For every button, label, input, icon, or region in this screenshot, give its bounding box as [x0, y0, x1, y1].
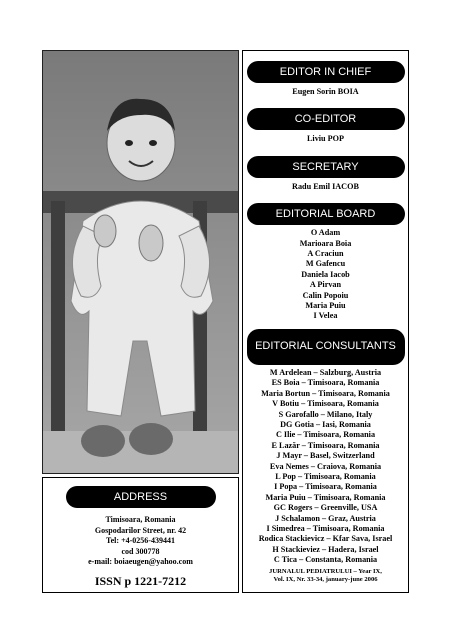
- address-line: cod 300778: [121, 546, 160, 556]
- board-member: Maria Puiu: [305, 301, 346, 311]
- consultant: J Schalamon – Graz, Austria: [275, 513, 376, 523]
- consultant: I Simedrea – Timisoara, Romania: [266, 523, 385, 533]
- board-member: Calin Popoiu: [302, 290, 349, 300]
- consultant: Maria Bortun – Timisoara, Romania: [261, 388, 390, 398]
- consultants-heading: EDITORIAL CONSULTANTS: [247, 329, 405, 365]
- board-member: Marioara Boia: [299, 238, 352, 248]
- editor-in-chief-heading: EDITOR IN CHIEF: [247, 61, 405, 83]
- consultant: GC Rogers – Greenville, USA: [273, 503, 378, 513]
- consultant: I Popa – Timisoara, Romania: [274, 482, 377, 492]
- co-editor-name: Liviu POP: [306, 134, 345, 144]
- consultant: C Tica – Constanta, Romania: [273, 555, 378, 565]
- board-member: I Velea: [313, 311, 338, 321]
- consultant: L Pop – Timisoara, Romania: [275, 471, 376, 481]
- masthead-column: [242, 50, 409, 593]
- footer-line: Vol. IX, Nr. 33-34, january-june 2006: [273, 576, 378, 584]
- board-member: M Gafencu: [305, 259, 346, 269]
- consultant: J Mayr – Basel, Switzerland: [276, 451, 375, 461]
- consultant: H Stackieviez – Hadera, Israel: [272, 544, 379, 554]
- board-member: A Craciun: [307, 249, 344, 259]
- issn: ISSN p 1221-7212: [94, 573, 187, 588]
- editorial-board-list: [243, 228, 408, 322]
- address-lines: [43, 515, 238, 568]
- consultant: Eva Nemes – Craiova, Romania: [269, 461, 382, 471]
- consultant: DG Gotia – Iasi, Romania: [280, 419, 371, 429]
- secretary-heading: SECRETARY: [247, 156, 405, 178]
- consultant: M Ardelean – Salzburg, Austria: [269, 367, 382, 377]
- consultant: C Ilie – Timisoara, Romania: [275, 430, 376, 440]
- consultant: S Garofallo – Milano, Italy: [278, 409, 373, 419]
- child-photo-illustration: [43, 51, 239, 474]
- editor-in-chief-name: Eugen Sorin BOIA: [292, 87, 359, 96]
- board-member: A Pirvan: [309, 280, 342, 290]
- board-member: O Adam: [310, 228, 341, 238]
- cover-photo: [42, 50, 239, 474]
- editorial-board-heading: EDITORIAL BOARD: [247, 203, 405, 225]
- secretary-name: Radu Emil IACOB: [292, 181, 359, 191]
- journal-footer: [243, 568, 408, 585]
- address-line: Timisoara, Romania: [105, 515, 176, 524]
- footer-line: JURNALUL PEDIATRULUI – Year IX,: [269, 567, 382, 575]
- board-member: Daniela Iacob: [301, 269, 350, 279]
- address-line: Tel: +4-0256-439441: [106, 536, 175, 546]
- address-box: [42, 477, 239, 593]
- consultant: ES Boia – Timisoara, Romania: [271, 378, 380, 388]
- consultant: Maria Puiu – Timisoara, Romania: [265, 492, 386, 502]
- co-editor-heading: CO-EDITOR: [247, 108, 405, 130]
- address-line: Gospodarilor Street, nr. 42: [94, 525, 187, 535]
- consultants-list: [243, 368, 408, 566]
- consultant: V Botiu – Timisoara, Romania: [272, 399, 379, 409]
- address-email: e-mail: boiaeugen@yahoo.com: [88, 557, 193, 567]
- consultant: Rodica Stackievicz – Kfar Sava, Israel: [258, 534, 393, 544]
- consultant: E Lazăr – Timisoara, Romania: [271, 440, 380, 450]
- address-heading: ADDRESS: [66, 486, 216, 508]
